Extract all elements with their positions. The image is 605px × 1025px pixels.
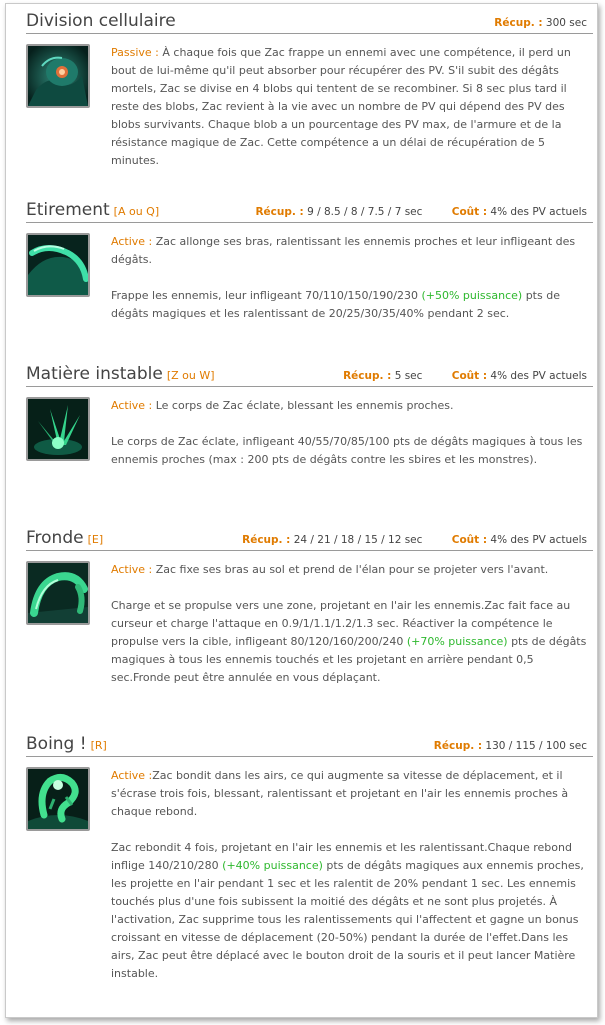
- cost-value: 4% des PV actuels: [490, 370, 587, 382]
- ability-title: Boing !: [26, 734, 87, 754]
- stretch-icon: [26, 233, 90, 297]
- cost-label: Coût :: [451, 370, 488, 382]
- cooldown-value: 130 / 115 / 100 sec: [485, 740, 587, 752]
- ability-body: [26, 767, 593, 983]
- ability-header: [26, 734, 593, 757]
- ability-description: [111, 767, 593, 983]
- cooldown-value: 5 sec: [394, 370, 423, 382]
- ability-key: [A ou Q]: [113, 205, 160, 218]
- ability-detail: Charge et se propulse vers une zone, projetant en l'air les ennemis.Zac fait face au curseur et charge l'attaque en 0.9/1/1.1/1.2/1.3 sec. Réactiver la compétence le propulse vers la cible, infligeant 80/120/160/200/240 (+70% puissance) pts de dégâts magiques à tous les ennemis touchés et les projetant en arrière pendant 0,5 sec.Fronde peut être annulée en vous déplaçant.: [111, 599, 587, 684]
- ability-body: [26, 233, 593, 323]
- boing-icon: [26, 767, 90, 831]
- ability-detail: Frappe les ennemis, leur infligeant 70/110/150/190/230 (+50% puissance) pts de dégâts magiques et les ralentissant de 20/25/30/35/40% pendant 2 sec.: [111, 289, 560, 320]
- passive-icon: [26, 44, 90, 108]
- ability-title: Division cellulaire: [26, 11, 176, 31]
- cooldown-value: 24 / 21 / 18 / 15 / 12 sec: [293, 534, 423, 546]
- ability-detail: Zac rebondit 4 fois, projetant en l'air les ennemis et les ralentissant.Chaque rebond inflige 140/210/280 (+40% puissance) pts de dégâts magiques aux ennemis proches, les projette en l'air pendant 1 sec et les ralentit de 20% pendant 1 sec. Les ennemis touchés plus d'une fois subissent la moitié des dégâts et ne sont plus projetés. À l'activation, Zac supprime tous les ralentissements qui l'affectent et gagne un bonus croissant en vitesse de déplacement (20-50%) pendant la durée de l'effet.Dans les airs, Zac peut être déplacé avec le bouton droit de la souris et il peut lancer Matière instable.: [111, 841, 584, 980]
- ability-stats: [242, 534, 587, 546]
- ap-ratio: (+40% puissance): [222, 859, 323, 872]
- ability-stats: [343, 370, 587, 382]
- ap-ratio: (+70% puissance): [406, 635, 508, 648]
- ability-body: [26, 44, 593, 170]
- ability-header: [26, 528, 593, 551]
- ability-w: [26, 364, 593, 469]
- ability-description: [111, 44, 593, 170]
- active-text: Zac fixe ses bras au sol et prend de l'élan pour se projeter vers l'avant.: [155, 563, 549, 576]
- cost-value: 4% des PV actuels: [490, 534, 587, 546]
- ability-passive: [26, 11, 593, 170]
- ability-body: [26, 397, 593, 469]
- active-tag: Active :: [111, 769, 153, 782]
- ability-q: [26, 200, 593, 323]
- cost-label: Coût :: [451, 206, 488, 218]
- ability-stats: [494, 17, 587, 29]
- abilities-panel: [5, 3, 598, 1018]
- active-text: Zac bondit dans les airs, ce qui augmente sa vitesse de déplacement, et il s'écrase trois fois, blessant, ralentissant et projetant en l'air les ennemis proches à chaque rebond.: [111, 769, 569, 818]
- ability-description: [111, 233, 593, 323]
- cost-label: Coût :: [451, 534, 488, 546]
- cooldown-label: Récup. :: [494, 17, 543, 29]
- active-tag: Active :: [111, 235, 153, 248]
- cooldown-label: Récup. :: [255, 206, 304, 218]
- ability-description: [111, 397, 593, 469]
- cost-value: 4% des PV actuels: [490, 206, 587, 218]
- ability-key: [Z ou W]: [166, 369, 215, 382]
- cooldown-label: Récup. :: [433, 740, 483, 752]
- ability-header: [26, 364, 593, 387]
- ability-header: [26, 200, 593, 223]
- ability-title: Matière instable: [26, 364, 163, 384]
- ability-detail: Le corps de Zac éclate, infligeant 40/55/70/85/100 pts de dégâts magiques à tous les ennemis proches (max : 200 pts de dégâts contre les sbires et les monstres).: [111, 435, 583, 466]
- ability-stats: [255, 206, 587, 218]
- cooldown-value: 9 / 8.5 / 8 / 7.5 / 7 sec: [307, 206, 423, 218]
- ability-description: [111, 561, 593, 687]
- active-tag: Active :: [111, 563, 153, 576]
- passive-text: À chaque fois que Zac frappe un ennemi avec une compétence, il perd un bout de lui-même qu'il peut absorber pour récupérer des PV. S'il subit des dégâts mortels, Zac se divise en 4 blobs qui tentent de se recombiner. Si 8 sec plus tard il reste des blobs, Zac revient à la vie avec un nombre de PV qui dépend des PV des blobs survivants. Chaque blob a un pourcentage des PV max, de l'armure et de la résistance magique de Zac. Cette compétence a un délai de récupération de 5 minutes.: [111, 46, 571, 167]
- ability-stats: [434, 740, 587, 752]
- cooldown-label: Récup. :: [242, 534, 291, 546]
- cooldown-value: 300 sec: [545, 17, 587, 29]
- ability-body: [26, 561, 593, 687]
- active-text: Le corps de Zac éclate, blessant les ennemis proches.: [155, 399, 454, 412]
- passive-tag: Passive :: [111, 46, 159, 59]
- ability-title: Etirement: [26, 200, 110, 220]
- ability-title: Fronde: [26, 528, 84, 548]
- active-tag: Active :: [111, 399, 153, 412]
- ability-header: [26, 11, 593, 34]
- ability-key: [E]: [87, 533, 104, 546]
- ap-ratio: (+50% puissance): [421, 289, 523, 302]
- slingshot-icon: [26, 561, 90, 625]
- active-text: Zac allonge ses bras, ralentissant les ennemis proches et leur infligeant des dégâts.: [111, 235, 576, 266]
- ability-key: [R]: [90, 739, 107, 752]
- unstable-matter-icon: [26, 397, 90, 461]
- ability-e: [26, 528, 593, 687]
- ability-r: [26, 734, 593, 983]
- cooldown-label: Récup. :: [343, 370, 392, 382]
